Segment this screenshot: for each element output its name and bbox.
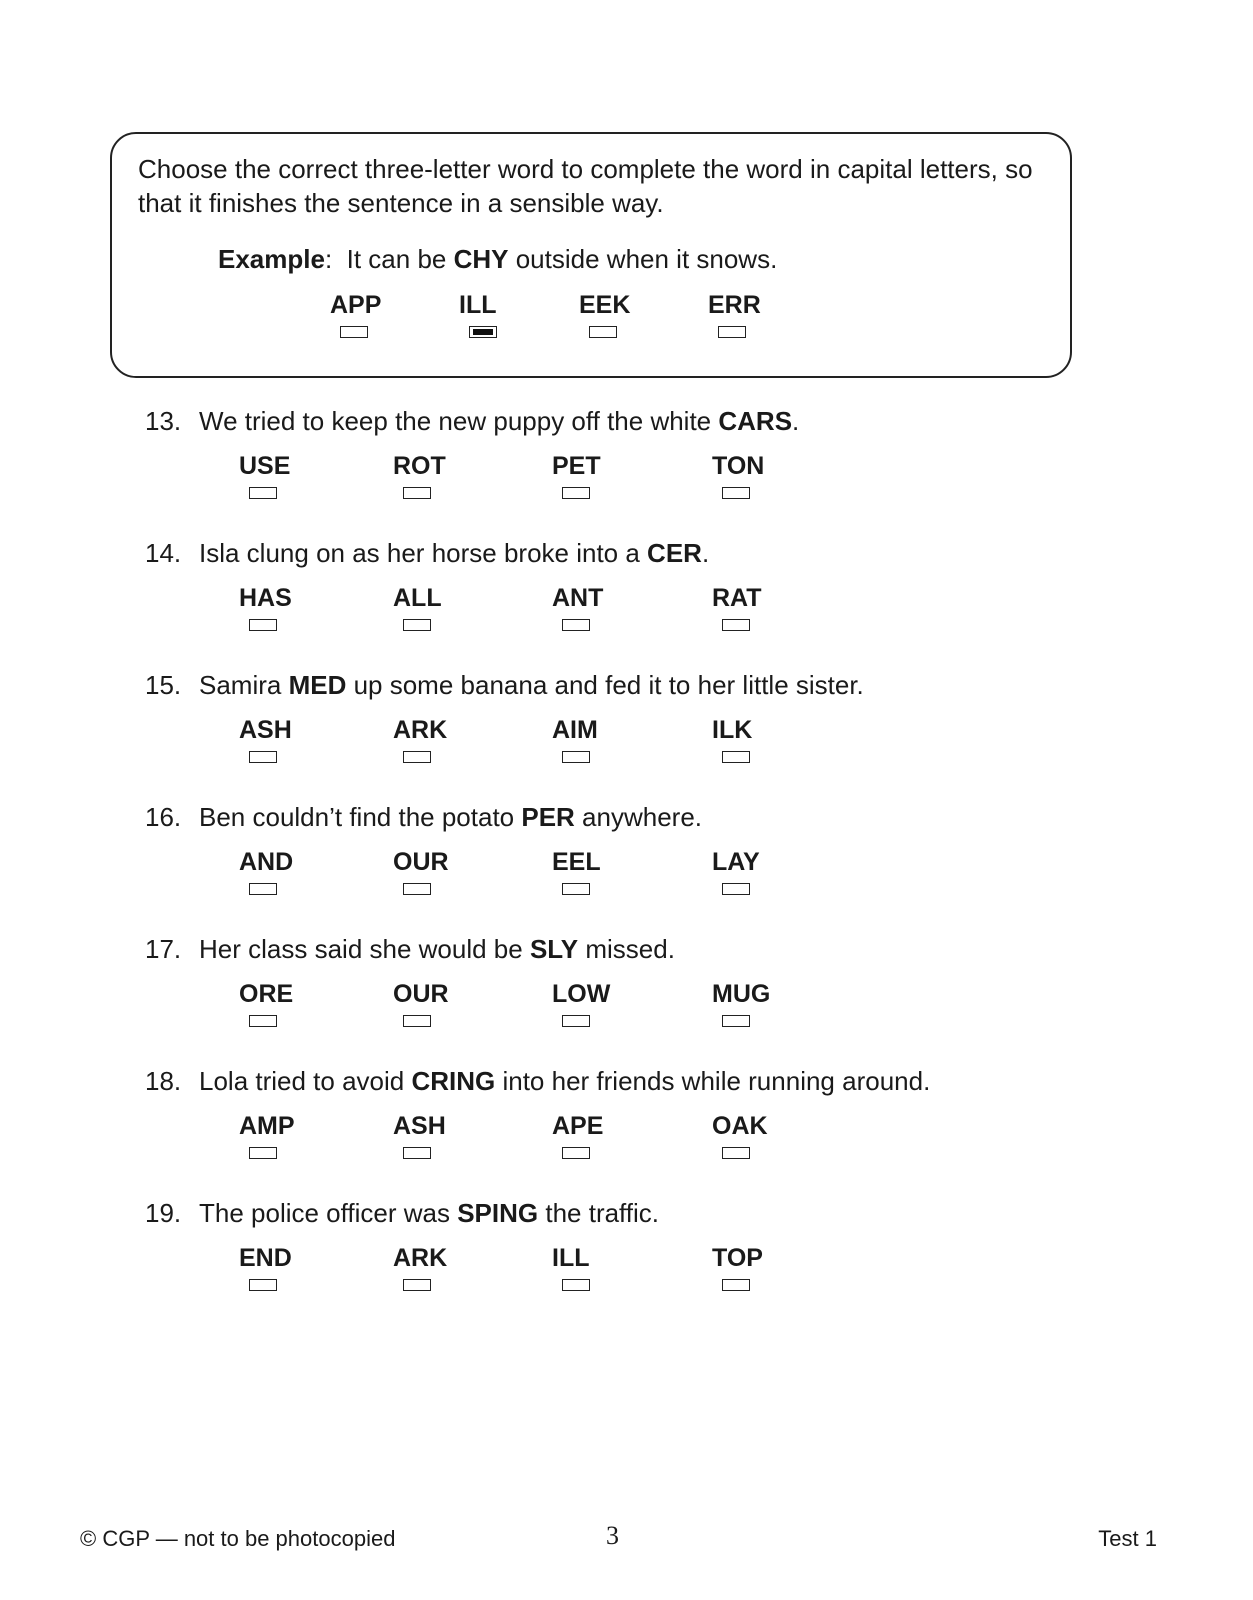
example-pre: It can be — [346, 244, 454, 274]
answer-option-label: ASH — [393, 1112, 446, 1140]
question-pre: Lola tried to avoid — [199, 1066, 412, 1096]
question-number: 14. — [145, 538, 182, 568]
answer-option-label: ARK — [393, 716, 448, 744]
answer-option — [239, 451, 349, 499]
answer-option-label: AIM — [552, 716, 598, 744]
question-text — [145, 669, 864, 701]
answer-option-label: OAK — [712, 1112, 768, 1140]
question-number: 18. — [145, 1066, 182, 1096]
answer-checkbox[interactable] — [249, 619, 277, 631]
question-word: CARS — [718, 406, 793, 436]
answer-option — [712, 583, 822, 631]
answer-option — [712, 1111, 822, 1159]
example-option-label: APP — [330, 291, 382, 319]
question-15 — [145, 669, 1105, 789]
question-16 — [145, 801, 1105, 921]
answer-checkbox[interactable] — [403, 883, 431, 895]
test-label: Test 1 — [1098, 1526, 1157, 1551]
example-label: Example — [218, 244, 325, 274]
answer-option-label: ROT — [393, 452, 446, 480]
answer-option-label: ANT — [552, 584, 604, 612]
question-pre: Ben couldn’t find the potato — [199, 802, 522, 832]
answer-checkbox[interactable] — [562, 1279, 590, 1291]
answer-option — [393, 979, 503, 1027]
question-post: . — [701, 538, 710, 568]
answer-option — [239, 715, 349, 763]
example-answer-box[interactable] — [589, 326, 617, 338]
answer-options — [145, 1243, 1105, 1313]
answer-option — [552, 715, 662, 763]
answer-option-label: OUR — [393, 848, 449, 876]
answer-option — [239, 583, 349, 631]
question-pre: Isla clung on as her horse broke into a — [199, 538, 648, 568]
answer-option — [239, 1111, 349, 1159]
answer-option-label: TOP — [712, 1244, 763, 1272]
answer-option — [712, 979, 822, 1027]
example-option — [579, 290, 689, 338]
answer-checkbox[interactable] — [562, 751, 590, 763]
question-text — [145, 801, 702, 833]
answer-option-label: ORE — [239, 980, 294, 1008]
question-14 — [145, 537, 1105, 657]
instruction-box — [110, 132, 1072, 378]
answer-options — [145, 583, 1105, 653]
question-number: 17. — [145, 934, 182, 964]
answer-checkbox[interactable] — [722, 1279, 750, 1291]
answer-checkbox[interactable] — [403, 619, 431, 631]
answer-option-label: LAY — [712, 848, 760, 876]
example-answer-box[interactable] — [718, 326, 746, 338]
answer-option — [552, 451, 662, 499]
answer-option — [393, 1111, 503, 1159]
question-word: SLY — [529, 934, 579, 964]
answer-option-label: RAT — [712, 584, 762, 612]
answer-checkbox[interactable] — [722, 1015, 750, 1027]
answer-option — [552, 979, 662, 1027]
answer-options — [145, 979, 1105, 1049]
question-word: CER — [647, 538, 702, 568]
example-options — [112, 290, 1070, 370]
answer-checkbox[interactable] — [403, 1015, 431, 1027]
question-post: missed. — [578, 934, 675, 964]
answer-option — [712, 715, 822, 763]
answer-option-label: ASH — [239, 716, 292, 744]
answer-option-label: APE — [552, 1112, 604, 1140]
answer-checkbox[interactable] — [249, 751, 277, 763]
answer-option-label: END — [239, 1244, 292, 1272]
question-13 — [145, 405, 1105, 525]
question-word: PER — [521, 802, 575, 832]
copyright-notice: © CGP — not to be photocopied — [80, 1526, 396, 1551]
question-post: up some banana and fed it to her little sister. — [346, 670, 864, 700]
answer-option — [239, 847, 349, 895]
answer-checkbox[interactable] — [249, 487, 277, 499]
answer-option — [712, 1243, 822, 1291]
answer-option-label: HAS — [239, 584, 292, 612]
answer-options — [145, 715, 1105, 785]
answer-option-label: ILL — [552, 1244, 590, 1272]
answer-checkbox[interactable] — [562, 487, 590, 499]
question-post: into her friends while running around. — [495, 1066, 931, 1096]
answer-option-label: ARK — [393, 1244, 448, 1272]
answer-checkbox[interactable] — [722, 1147, 750, 1159]
answer-checkbox[interactable] — [249, 1147, 277, 1159]
question-post: anywhere. — [574, 802, 703, 832]
question-pre: We tried to keep the new puppy off the white — [199, 406, 719, 436]
question-number: 19. — [145, 1198, 182, 1228]
question-post: . — [792, 406, 800, 436]
answer-checkbox[interactable] — [403, 1147, 431, 1159]
example-option-label: EEK — [579, 291, 631, 319]
question-number: 16. — [145, 802, 182, 832]
answer-checkbox[interactable] — [562, 883, 590, 895]
question-number: 15. — [145, 670, 182, 700]
answer-option — [393, 451, 503, 499]
answer-option-label: MUG — [712, 980, 771, 1008]
question-text — [145, 933, 675, 965]
question-19 — [145, 1197, 1105, 1317]
answer-checkbox[interactable] — [562, 1015, 590, 1027]
question-pre: Her class said she would be — [199, 934, 530, 964]
answer-option — [712, 451, 822, 499]
example-answer-box-checked[interactable] — [469, 326, 497, 338]
example-answer-box[interactable] — [340, 326, 368, 338]
answer-option — [239, 1243, 349, 1291]
answer-options — [145, 451, 1105, 521]
answer-option — [393, 583, 503, 631]
answer-option — [712, 847, 822, 895]
example-option-label: ERR — [708, 291, 761, 319]
example-option — [459, 290, 569, 338]
question-word: MED — [288, 670, 347, 700]
answer-option-label: AND — [239, 848, 294, 876]
question-number: 13. — [145, 406, 182, 436]
example-post: outside when it snows. — [508, 244, 778, 274]
answer-option — [552, 1243, 662, 1291]
question-17 — [145, 933, 1105, 1053]
answer-option-label: AMP — [239, 1112, 295, 1140]
question-pre: The police officer was — [199, 1198, 458, 1228]
answer-checkbox[interactable] — [403, 487, 431, 499]
answer-option — [552, 1111, 662, 1159]
answer-option-label: PET — [552, 452, 601, 480]
answer-checkbox[interactable] — [562, 619, 590, 631]
answer-options — [145, 847, 1105, 917]
question-word: CRING — [411, 1066, 496, 1096]
answer-option — [393, 847, 503, 895]
answer-option — [393, 715, 503, 763]
answer-checkbox[interactable] — [722, 751, 750, 763]
answer-option-label: TON — [712, 452, 765, 480]
question-post: the traffic. — [538, 1198, 660, 1228]
answer-option-label: USE — [239, 452, 291, 480]
question-pre: Samira — [199, 670, 289, 700]
answer-checkbox[interactable] — [722, 487, 750, 499]
question-word: SPING — [457, 1198, 539, 1228]
answer-option — [552, 847, 662, 895]
answer-checkbox[interactable] — [249, 1279, 277, 1291]
answer-option-label: LOW — [552, 980, 611, 1008]
answer-option-label: EEL — [552, 848, 601, 876]
example-option — [708, 290, 818, 338]
answer-checkbox[interactable] — [722, 883, 750, 895]
answer-option-label: ALL — [393, 584, 442, 612]
answer-checkbox[interactable] — [249, 1015, 277, 1027]
question-18 — [145, 1065, 1105, 1185]
answer-option — [552, 583, 662, 631]
example-option — [330, 290, 440, 338]
example-sentence: Example: It can be CHY outside when it snows. — [218, 244, 778, 274]
answer-checkbox[interactable] — [249, 883, 277, 895]
question-text — [145, 405, 799, 437]
answer-checkbox[interactable] — [403, 751, 431, 763]
answer-checkbox[interactable] — [403, 1279, 431, 1291]
question-text — [145, 1197, 659, 1229]
question-text — [145, 1065, 930, 1097]
page-number: 3 — [606, 1521, 619, 1550]
answer-checkbox[interactable] — [722, 619, 750, 631]
answer-option-label: ILK — [712, 716, 753, 744]
example-word: CHY — [453, 244, 509, 274]
instruction-text: Choose the correct three-letter word to complete the word in capital letters, so that it finishes the sentence in a sensible way. — [138, 154, 1033, 218]
answer-checkbox[interactable] — [562, 1147, 590, 1159]
answer-option — [239, 979, 349, 1027]
answer-option-label: OUR — [393, 980, 449, 1008]
question-text — [145, 537, 709, 569]
answer-options — [145, 1111, 1105, 1181]
answer-option — [393, 1243, 503, 1291]
example-option-label: ILL — [459, 291, 497, 319]
